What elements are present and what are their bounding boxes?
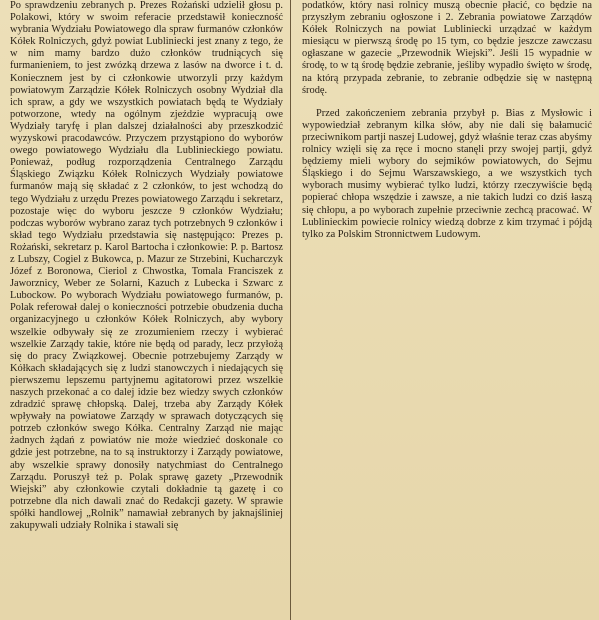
right-column — [296, 0, 596, 241]
right-paragraph-1: podatków, który nasi rolnicy muszą obecnie płacić, co będzie na przyszłym zebraniu ogłoszone i 2. Zebrania powiatowe Zarządów Kółek Rolniczych na powiat Lubliniecki urządzać w każdym miesiącu w pierwszą środę po 15 tym, co będzie jeszcze zawczasu ogłaszane w gazecie „Przewodnik Wiejski”. Jeśli 15 wypadnie w środę, to w tą środę będzie zebranie, jeśliby wypadło święto w środę, na którą przypada zebranie, to zebranie odbędzie się w następną środę. — [302, 0, 592, 96]
right-paragraph-2: Przed zakończeniem zebrania przybył p. Bias z Mysłowic i wypowiedział zebranym kilka słów, aby nie dali się bałamucić przeciwnikom partji naszej Ludowej, gdyż właśnie teraz czas abyśmy rolnicy wzięli się za ręce i mocno stanęli przy swojej partji, gdyż będziemy mieli wybory do sejmików powiatowych, do Sejmu Śląskiego i do Sejmu Warszawskiego, a we wszystkich tych wyborach musimy wybierać tylko ludzi, którzy rzeczywiście będą popierać chłopa wszędzie i zawsze, a nie takich ludzi co dziś łaszą się chłopu, a po wyborach zupełnie przeciwnie zechcą pracować. W Lublinieckim powiecie rolnicy wiedzą dobrze z kim trzymać i pójdą tylko za Polskim Stronnictwem Ludowym. — [302, 107, 592, 240]
left-paragraph-1: Po sprawdzeniu zebranych p. Prezes Rożański udzielił głosu p. Polakowi, który w swoim referacie przedstawił konieczność wybrania Wydziału Powiatowego dla spraw furmanów członków Kółek Rolniczych, gdyż powiat Lubliniecki jest znany z tego, że w nim mamy bardzo dużo członków trudniących się furmanieniem, to jest zwózką drzewa z lasów na dworce i t. d. Koniecznem jest by ci członkowie utworzyli przy każdym powiatowym Zarządzie Kółek Rolniczych osobny Wydział dla ich spraw, a gdy we wszystkich powiatach będą te Wydziały potworzone, wtedy na ogólnym zjeździe wypracują owe Wydziały taryfę i plan dalszej działalności aby przeszkodzić wyzyskowi pracodawców. Przyczem przystąpiono do wyborów owego powiatowego Wydziału dla Lublinieckiego powiatu. Ponieważ, podług rozporządzenia Centralnego Zarządu Śląskiego Związku Kółek Rolniczych Wydziały powiatowe furmanów mają się składać z 2 członków, to jest wchodzą do tego Wydziału z urzędu Prezes powiatowego Zarządu i sekretarz, pozostaje więc do wyboru jeszcze 9 członków Wydziału; podczas wyborów wybrano zaraz tych potrzebnych 9 członków i skład tego Wydziału przedstawia się następująco: Prezes p. Rożański, sekretarz p. Karol Bartocha i członkowie: P. p. Bartosz z Lubszy, Cogiel z Bukowca, p. Mazur ze Strzebini, Kucharczyk Józef z Boronowa, Cieriol z Chwostka, Tomala Franciszek z Jaworznicy, Weber ze Solarni, Kazuch z Lubecka i Szwarc z Lubockow. Po wyborach Wydziału powiatowego furmanów, p. Polak referował dalej o konieczności potrzebie obudzenia ducha organizacyjnego u członków Kółek Rolniczych, aby wybory wszelkie odbywały się ze zrozumieniem rzeczy i wybierać wszelkie Zarządy takie, które nie będą od parady, lecz przyłożą się do pracy Związkowej. Obecnie potrzebujemy Zarządy w Kółkach składających się z ludzi stanowczych i niedających się pierwszemu lepszemu partyjnemu agitatorowi przez wszelkie naszych przekonać a co dalej idzie bez wiedzy swych członków zdradzić sprawę chłopską. Dalej, trzeba aby Zarządy Kółek wpływały na powiatowe Zarządy w sprawach dotyczących się potrzeb członków swego Kółka. Centralny Zarząd nie mając żadnych żądań z powiatów nie może wiedzieć doskonale co gdzie jest potrzebne, na to są instruktorzy i Zarządy powiatowe, aby wszelkie sprawy donosiły natychmiast do Centralnego Zarządu. Poruszył też p. Polak sprawę gazety „Przewodnik Wiejski” aby członkowie czytali dokładnie tą gazetę i co potrzebne dla nich dawali znać do Redakcji gazety. W sprawie spółki handlowej „Rolnik” namawiał zebranych by jaknajśliniej zakupywali udziały Rolnika i stawali się — [10, 0, 283, 532]
left-column — [4, 0, 287, 532]
column-divider — [290, 0, 291, 620]
